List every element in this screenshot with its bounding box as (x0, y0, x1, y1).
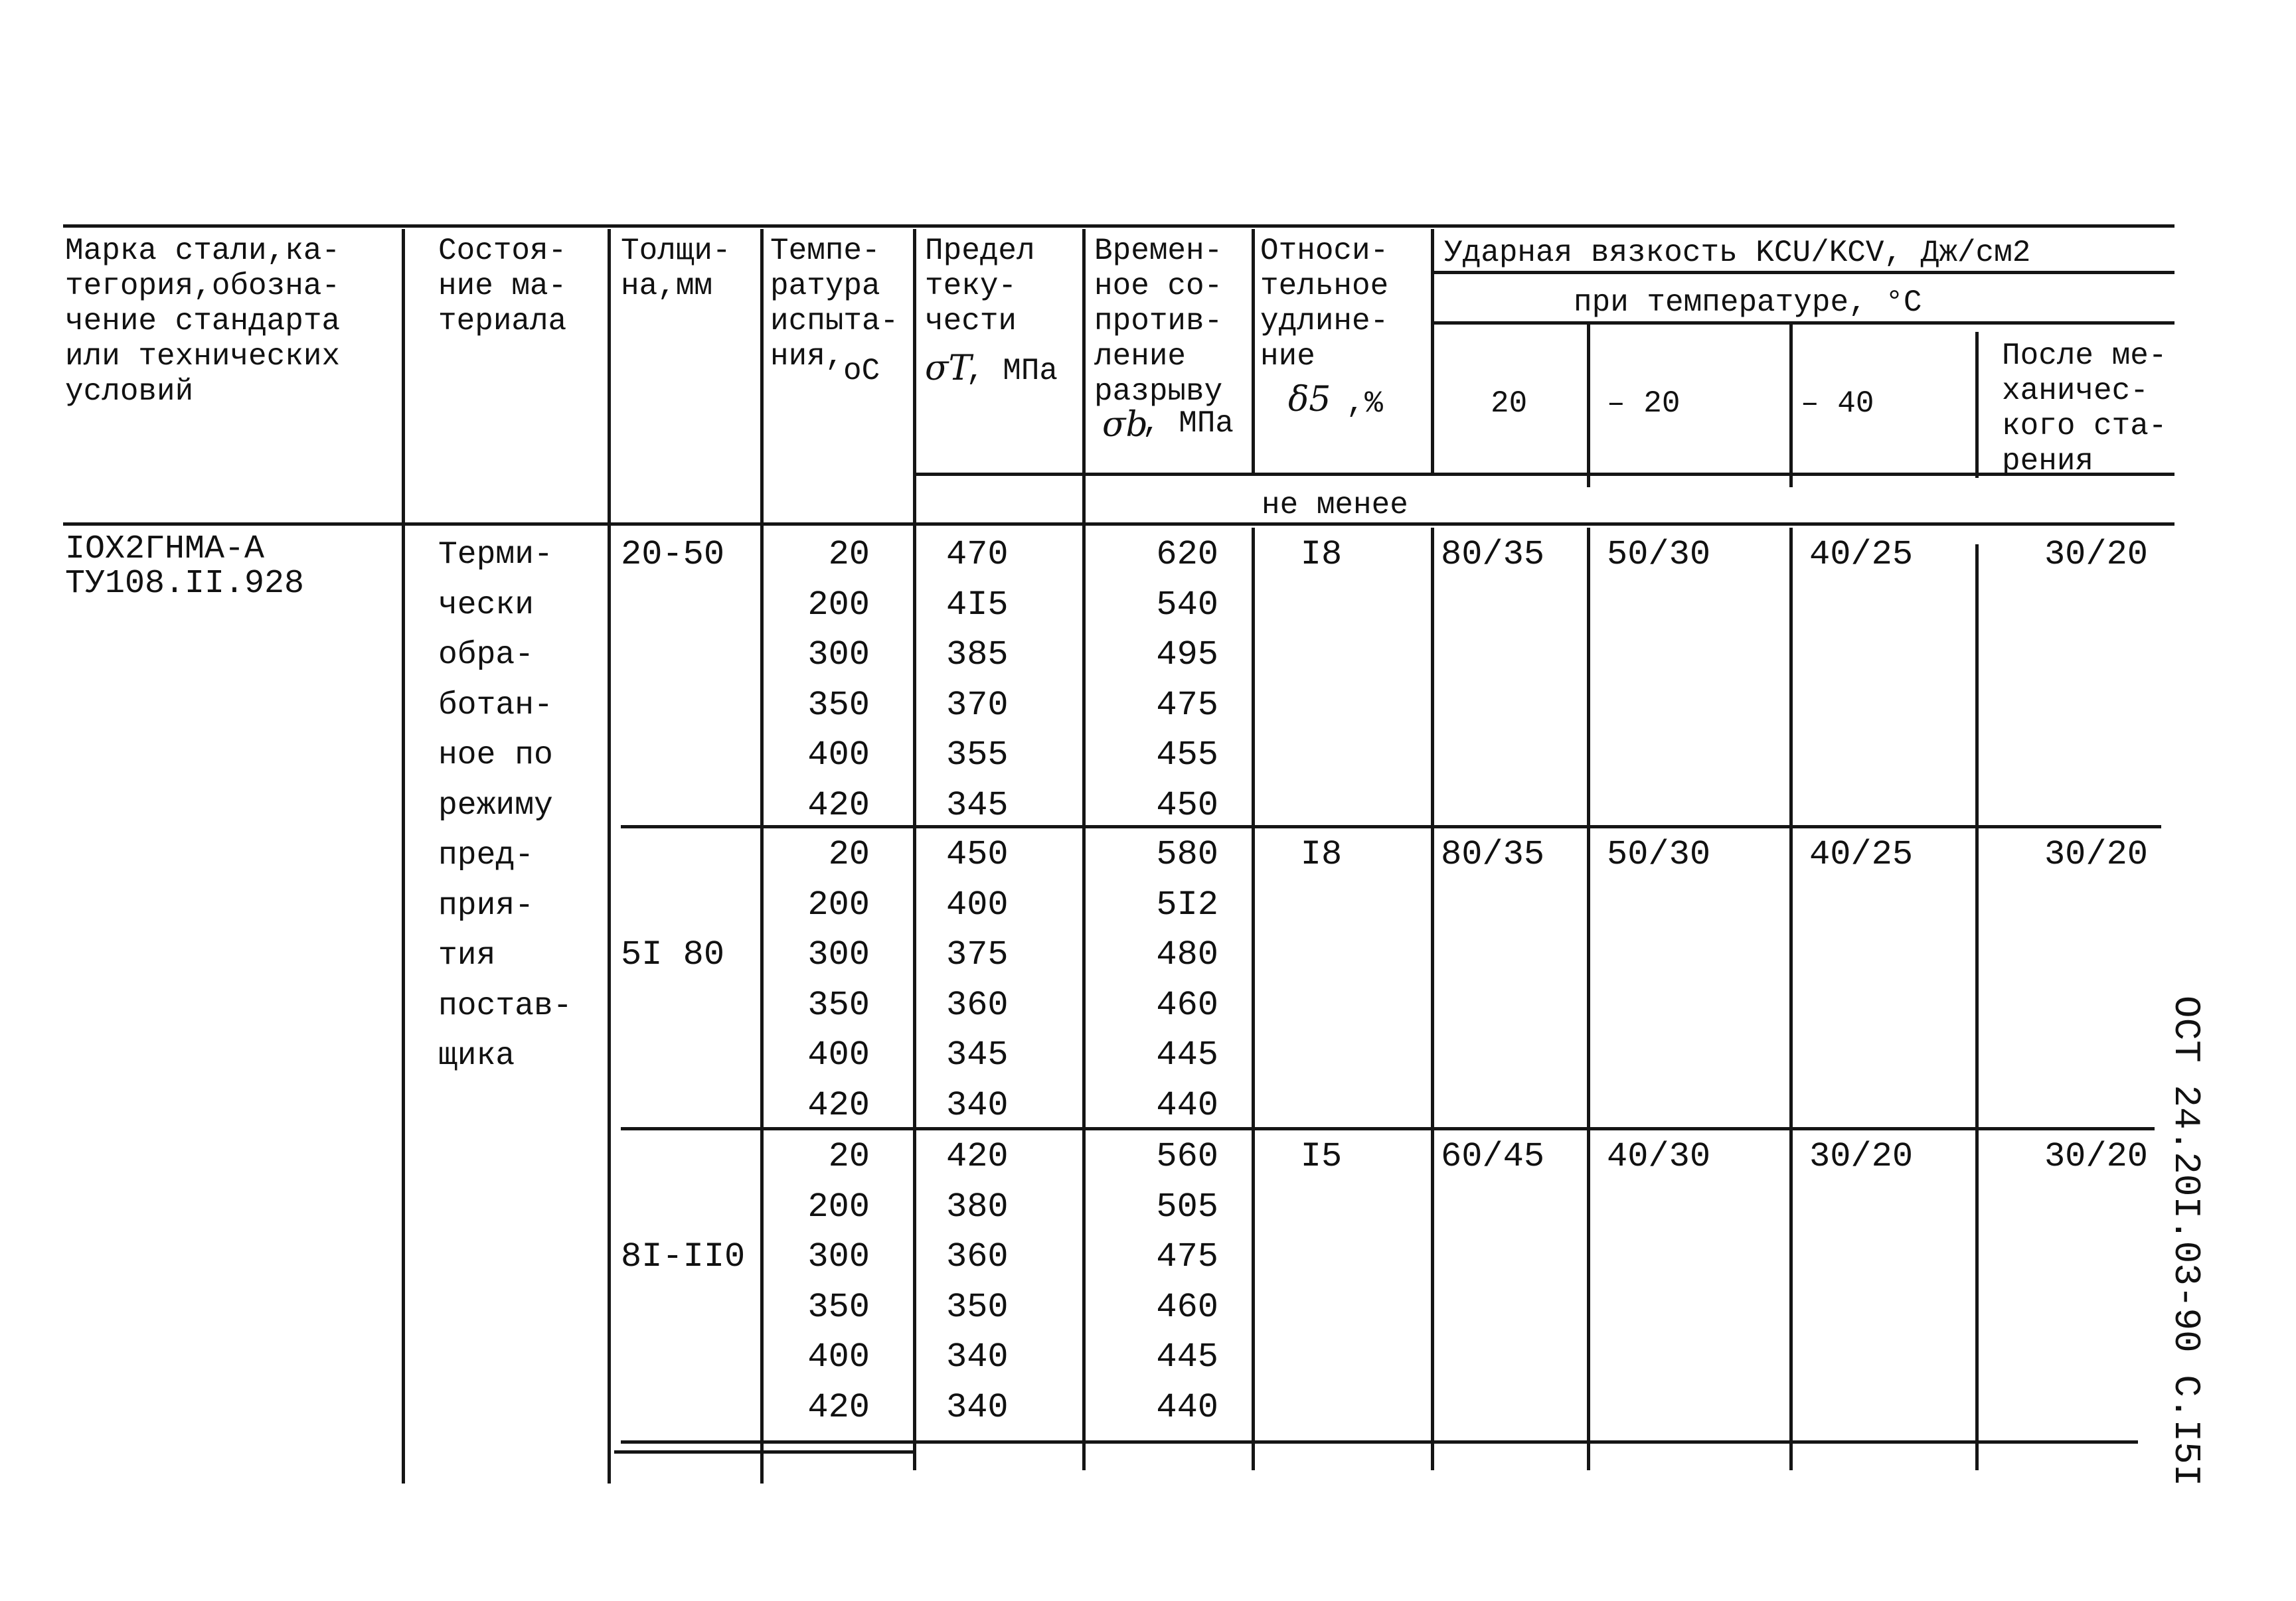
state-line: режиму (438, 787, 553, 824)
yield-value: 340 (946, 1337, 1009, 1377)
yield-value: 380 (946, 1187, 1009, 1227)
elongation-value: I8 (1300, 535, 1343, 574)
yield-value: 450 (946, 835, 1009, 874)
header-yield-unit: , МПа (966, 354, 1058, 388)
impact-value: 30/20 (2044, 835, 2148, 874)
grade-name: IOX2ГНМА-А (65, 530, 265, 568)
state-line: тия (438, 938, 496, 974)
impact-value: 30/20 (2044, 535, 2148, 574)
col-rule-7 (1252, 229, 1255, 475)
header-impact-tm40: – 40 (1801, 386, 1874, 421)
header-impact-aged: После ме- ханичес- кого ста- рения (2002, 339, 2167, 479)
impact-value: 80/35 (1441, 835, 1545, 874)
elongation-value: I5 (1300, 1137, 1343, 1176)
state-line: пред- (438, 838, 534, 874)
test-temp-value: 400 (807, 735, 870, 775)
test-temp-value: 300 (807, 635, 870, 674)
yield-value: 385 (946, 635, 1009, 674)
yield-value: 360 (946, 1237, 1009, 1276)
yield-value: 340 (946, 1085, 1009, 1125)
col-rule-10 (1789, 321, 1793, 487)
state-line: прия- (438, 887, 534, 924)
yield-value: 355 (946, 735, 1009, 775)
impact-value: 40/30 (1607, 1137, 1711, 1176)
test-temp-value: 350 (807, 1287, 870, 1327)
thickness-value: 5I 80 (621, 935, 725, 974)
impact-value: 50/30 (1607, 835, 1711, 874)
tensile-value: 460 (1156, 1287, 1218, 1327)
yield-value: 360 (946, 985, 1009, 1025)
test-temp-value: 350 (807, 685, 870, 725)
yield-value: 350 (946, 1287, 1009, 1327)
header-elongation-symbol: δ5 (1288, 380, 1331, 419)
test-temp-value: 20 (828, 835, 870, 874)
header-bottom-rule (63, 522, 2174, 526)
col-rule-9b (1587, 528, 1590, 1470)
header-impact-subtitle: при температуре, °C (1574, 285, 1922, 320)
test-temp-value: 420 (807, 1085, 870, 1125)
tensile-value: 450 (1156, 785, 1218, 825)
tensile-value: 460 (1156, 985, 1218, 1025)
tensile-value: 480 (1156, 935, 1218, 974)
yield-value: 4I5 (946, 585, 1009, 625)
header-elongation-unit: ,% (1328, 386, 1383, 421)
state-line: щика (438, 1038, 515, 1074)
impact-value: 40/25 (1809, 535, 1914, 574)
impact-value: 40/25 (1809, 835, 1914, 874)
yield-value: 375 (946, 935, 1009, 974)
tensile-value: 440 (1156, 1085, 1218, 1125)
table-end-rule (621, 1440, 2138, 1444)
tensile-value: 580 (1156, 835, 1218, 874)
state-line: ботан- (438, 687, 553, 724)
test-temp-value: 200 (807, 1187, 870, 1227)
test-temp-value: 200 (807, 885, 870, 925)
test-temp-value: 300 (807, 935, 870, 974)
elongation-value: I8 (1300, 835, 1343, 874)
impact-value: 30/20 (2044, 1137, 2148, 1176)
col-rule-5 (913, 229, 916, 1470)
header-impact-tm20: – 20 (1607, 386, 1681, 421)
not-less-rule (916, 473, 2174, 476)
col-rule-3 (608, 229, 611, 1484)
header-tensile-unit: , МПа (1142, 406, 1234, 441)
grade-spec: ТУ108.II.928 (65, 565, 305, 603)
state-line: ное по (438, 737, 553, 773)
col-rule-6 (1082, 229, 1086, 1470)
header-yield-cell: Предел теку- чести (925, 234, 1035, 339)
header-state-cell: Состоя- ние ма- териала (438, 234, 567, 339)
yield-value: 345 (946, 1035, 1009, 1075)
tensile-value: 455 (1156, 735, 1218, 775)
state-line: чески (438, 587, 534, 623)
document-code-text: ОСТ 24.20I.03-90 С.I5I (2165, 996, 2207, 1487)
header-impact-title: Ударная вязкость KCU/KCV, Дж/см2 (1444, 236, 2031, 270)
col-rule-8 (1431, 229, 1434, 475)
col-rule-2 (402, 229, 405, 1484)
yield-value: 345 (946, 785, 1009, 825)
tensile-value: 5I2 (1156, 885, 1218, 925)
impact-value: 30/20 (1809, 1137, 1914, 1176)
col-rule-8b (1431, 528, 1434, 1470)
tensile-value: 445 (1156, 1337, 1218, 1377)
yield-value: 420 (946, 1137, 1009, 1176)
header-not-less: не менее (1262, 488, 1408, 522)
col-rule-7b (1252, 528, 1255, 1470)
test-temp-value: 300 (807, 1237, 870, 1276)
header-yield-symbol: σT (925, 348, 972, 388)
test-temp-value: 400 (807, 1035, 870, 1075)
header-grade-cell: Марка стали,ка- тегория,обозна- чение стандарта или технических условий (65, 234, 341, 409)
tensile-value: 620 (1156, 535, 1218, 574)
col-rule-11b (1975, 544, 1979, 1470)
impact-value: 80/35 (1441, 535, 1545, 574)
header-elongation-cell: Относи- тельное удлине- ние (1260, 234, 1389, 374)
thickness-value: 20-50 (621, 535, 725, 574)
header-test-temp-cell: Темпе- ратура испыта- ния, (770, 234, 899, 374)
tensile-value: 540 (1156, 585, 1218, 625)
header-thickness-cell: Толщи- на,мм (621, 234, 731, 303)
yield-value: 470 (946, 535, 1009, 574)
impact-sub-rule (1431, 321, 2174, 325)
test-temp-value: 420 (807, 785, 870, 825)
document-code-label (2165, 996, 2207, 1487)
test-temp-value: 20 (828, 535, 870, 574)
tensile-value: 445 (1156, 1035, 1218, 1075)
tensile-value: 560 (1156, 1137, 1218, 1176)
header-tensile-symbol: σb (1102, 405, 1148, 445)
header-impact-t20: 20 (1491, 386, 1528, 421)
tensile-value: 475 (1156, 1237, 1218, 1276)
tensile-value: 440 (1156, 1387, 1218, 1427)
test-temp-value: 200 (807, 585, 870, 625)
state-line: обра- (438, 637, 534, 673)
tensile-value: 495 (1156, 635, 1218, 674)
top-rule (63, 224, 2174, 228)
impact-title-rule (1431, 271, 2174, 274)
test-temp-value: 20 (828, 1137, 870, 1176)
tensile-value: 505 (1156, 1187, 1218, 1227)
table-bottom-rule (614, 1450, 913, 1454)
test-temp-value: 420 (807, 1387, 870, 1427)
yield-value: 370 (946, 685, 1009, 725)
header-test-temp-unit: oC (843, 354, 880, 388)
impact-value: 60/45 (1441, 1137, 1545, 1176)
test-temp-value: 350 (807, 985, 870, 1025)
col-rule-9 (1587, 321, 1590, 487)
header-tensile-cell: Времен- ное со- против- ление разрыву (1094, 234, 1223, 409)
col-rule-10b (1789, 528, 1793, 1470)
thickness-value: 8I-II0 (621, 1237, 746, 1276)
state-line: постав- (438, 988, 572, 1024)
test-temp-value: 400 (807, 1337, 870, 1377)
state-line: Терми- (438, 537, 553, 573)
tensile-value: 475 (1156, 685, 1218, 725)
impact-value: 50/30 (1607, 535, 1711, 574)
yield-value: 340 (946, 1387, 1009, 1427)
col-rule-11 (1975, 332, 1979, 478)
yield-value: 400 (946, 885, 1009, 925)
